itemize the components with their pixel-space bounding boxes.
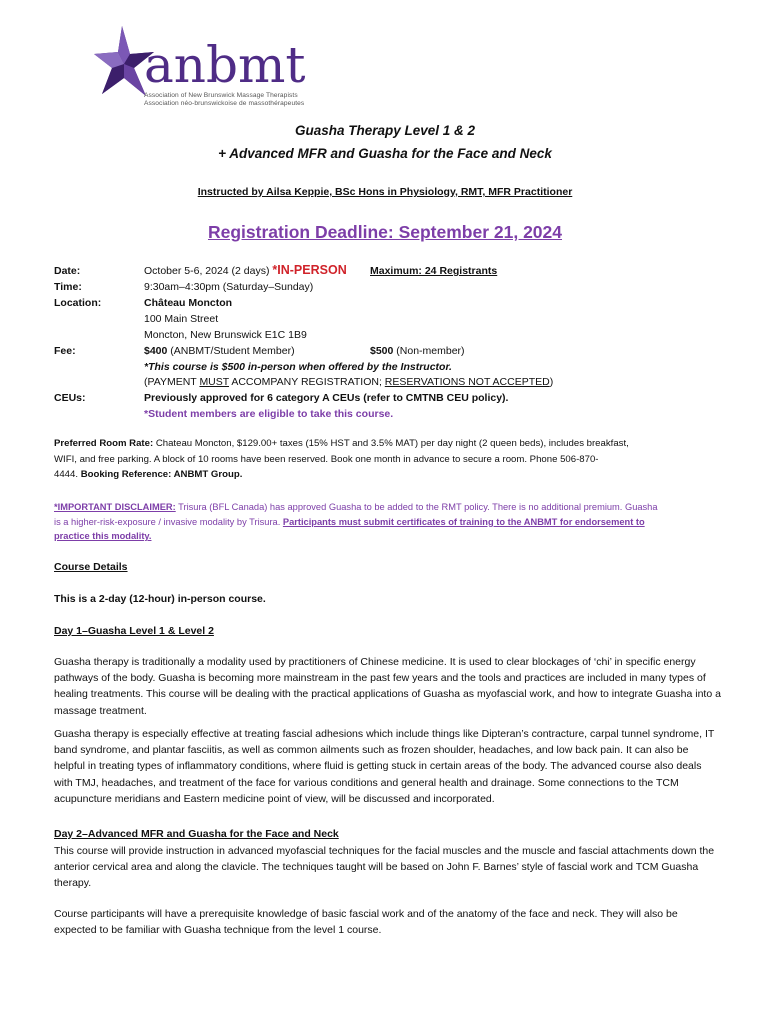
room-rate-line2: WIFI, and free parking. A block of 10 rooms have been reserved. Book one month in advance to secure a room. Phone 506-870- xyxy=(54,453,599,465)
payment-reservations: RESERVATIONS NOT ACCEPTED xyxy=(384,376,550,388)
logo-subtitle-french: Association néo-brunswickoise de massothérapeutes xyxy=(144,100,305,107)
logo-subtitle-english: Association of New Brunswick Massage Therapists xyxy=(144,92,298,99)
fee-member-desc: (ANBMT/Student Member) xyxy=(167,345,295,357)
room-rate-text: Chateau Moncton, $129.00+ taxes (15% HST and 3.5% MAT) per day night (2 queen beds), includes breakfast, xyxy=(153,438,629,449)
booking-reference: Booking Reference: ANBMT Group. xyxy=(80,469,243,481)
location-street: 100 Main Street xyxy=(144,313,219,325)
payment-must: MUST xyxy=(199,376,229,388)
date-value xyxy=(144,263,347,278)
anbmt-logo xyxy=(94,24,334,108)
fee-label: Fee: xyxy=(54,345,76,357)
room-rate-line1 xyxy=(54,436,722,452)
day2-paragraph2: Course participants will have a prerequisite knowledge of basic fascial work and of the anatomy of the face and neck. They will also be expected to be familiar with Guasha technique from the level 1 course. xyxy=(54,908,678,937)
payment-middle: ACCOMPANY REGISTRATION; xyxy=(229,376,385,388)
logo-wordmark: anbmt xyxy=(144,36,306,94)
disclaimer-requirement-end: practice this modality. xyxy=(54,531,152,542)
fee-member-price: $400 xyxy=(144,345,168,357)
disclaimer-label: *IMPORTANT DISCLAIMER: xyxy=(54,502,176,512)
time-value: 9:30am–4:30pm (Saturday–Sunday) xyxy=(144,281,314,293)
fee-nonmember-price: $500 xyxy=(370,345,394,357)
course-title-line2: + Advanced MFR and Guasha for the Face and Neck xyxy=(218,146,552,161)
disclaimer-line3 xyxy=(54,529,722,544)
disclaimer-block xyxy=(54,500,722,544)
disclaimer-text1: Trisura (BFL Canada) has approved Guasha to be added to the RMT policy. There is no additional premium. Guasha xyxy=(175,502,658,512)
location-venue: Château Moncton xyxy=(144,297,233,309)
in-person-badge: *IN-PERSON xyxy=(272,263,347,277)
disclaimer-line2 xyxy=(54,515,722,530)
room-rate-label: Preferred Room Rate: xyxy=(54,438,154,449)
registration-deadline: Registration Deadline: September 21, 2024 xyxy=(207,222,563,242)
ceus-label: CEUs: xyxy=(54,392,86,404)
payment-note xyxy=(144,375,553,389)
ceus-value: Previously approved for 6 category A CEUs (refer to CMTNB CEU policy). xyxy=(144,392,509,404)
ceus-student-note: *Student members are eligible to take this course. xyxy=(144,408,394,420)
day1-paragraph1: Guasha therapy is traditionally a modality used by practitioners of Chinese medicine. It is used to clear blockages of ‘chi’ in specific energy pathways of the body. Guasha is becoming more mainstream in the past few years and the tools and practices are included in many types of healing treatments. This course will be dealing with the practical applications of Guasha as myofascial work, and how to integrate Guasha into a massage treatment. xyxy=(54,656,721,717)
day1-heading: Day 1–Guasha Level 1 & Level 2 xyxy=(54,625,214,637)
course-title-line1: Guasha Therapy Level 1 & 2 xyxy=(294,123,476,138)
room-rate-phone-end: 4444. xyxy=(54,469,81,481)
location-city: Moncton, New Brunswick E1C 1B9 xyxy=(144,329,307,341)
location-label: Location: xyxy=(54,297,102,309)
course-details-heading: Course Details xyxy=(54,561,128,573)
day2-heading: Day 2–Advanced MFR and Guasha for the Face and Neck xyxy=(54,828,339,840)
fee-nonmember-desc: (Non-member) xyxy=(393,345,465,357)
max-registrants: Maximum: 24 Registrants xyxy=(370,265,498,277)
time-label: Time: xyxy=(54,281,82,293)
payment-prefix: (PAYMENT xyxy=(144,376,200,388)
fee-nonmember xyxy=(370,344,465,358)
disclaimer-requirement: Participants must submit certificates of training to the ANBMT for endorsement to xyxy=(282,516,645,527)
payment-suffix: ) xyxy=(549,376,554,388)
fee-member xyxy=(144,344,295,358)
fee-note: *This course is $500 in-person when offered by the Instructor. xyxy=(144,361,452,373)
disclaimer-text2: is a higher-risk-exposure / invasive modality by Trisura. xyxy=(54,516,283,527)
room-rate-block xyxy=(54,436,722,483)
room-rate-line3 xyxy=(54,467,722,483)
course-summary: This is a 2-day (12-hour) in-person course. xyxy=(54,593,266,605)
date-text: October 5-6, 2024 (2 days) xyxy=(144,265,273,277)
day1-paragraph2: Guasha therapy is especially effective at treating fascial adhesions which include things like Dipteran’s contracture, carpal tunnel syndrome, IT band syndrome, and plantar fasciitis, as well as common ailments such as frozen shoulder, headaches, and low back pain. It can also be helpful in treating types of inflammatory conditions, where fluid is getting stuck in certain areas of the body. The advanced course also deals with TMJ, headaches, and treatment of the face for various conditions and general health and drainage. Some connections to the TCM acupuncture meridians and Eastern medicine point of view, will be discussed and incorporated. xyxy=(54,728,715,805)
disclaimer-line1 xyxy=(54,500,722,515)
instructor-line: Instructed by Ailsa Keppie, BSc Hons in Physiology, RMT, MFR Practitioner xyxy=(197,186,573,198)
day2-paragraph1: This course will provide instruction in advanced myofascial techniques for the facial muscles and the muscle and fascial attachments down the anterior cervical area and along the clavicle. The techniques taught will be based on John F. Barnes’ style of fascial work and TCM Guasha therapy. xyxy=(54,845,715,890)
date-label: Date: xyxy=(54,265,81,277)
